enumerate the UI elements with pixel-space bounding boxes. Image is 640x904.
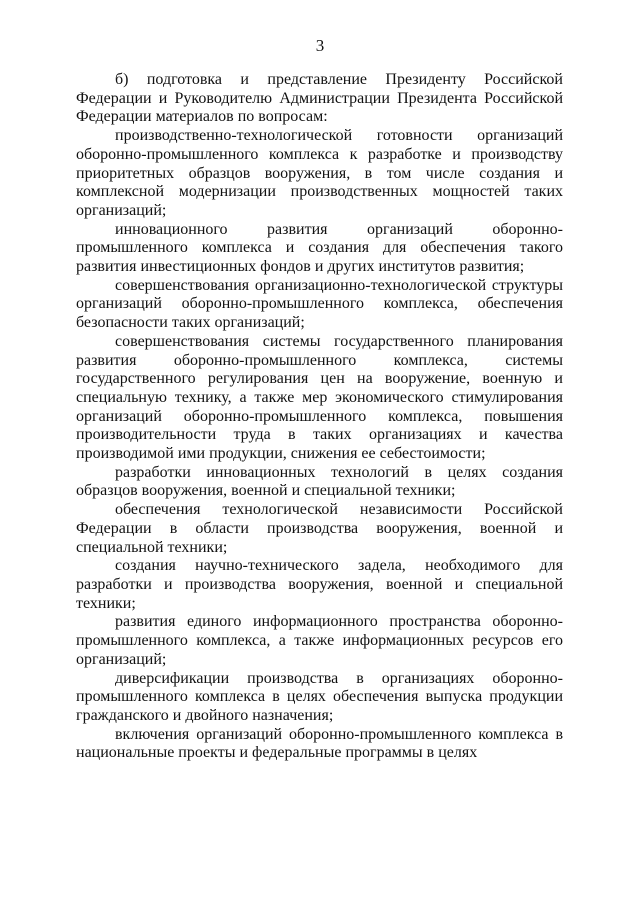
paragraph-scientific-groundwork: создания научно-технического задела, необходимого для разработки и производства вооружения, военной и специальной техники; xyxy=(76,557,563,612)
paragraph-technological-independence: обеспечения технологической независимости Российской Федерации в области производства вооружения, военной и специальной техники; xyxy=(76,501,563,556)
page-number: 3 xyxy=(315,36,325,55)
paragraph-production-readiness: производственно-технологической готовности организаций оборонно-промышленного комплекса к разработке и производству приоритетных образцов вооружения, в том числе создания и комплексной модернизации производственных мощностей таких организаций; xyxy=(76,127,563,219)
document-body xyxy=(76,71,563,763)
paragraph-state-planning: совершенствования системы государственного планирования развития оборонно-промышленного комплекса, системы государственного регулирования цен на вооружение, военную и специальную технику, а также мер экономического стимулирования организаций оборонно-промышленного комплекса, повышения производительности труда в таких организациях и качества производимой ими продукции, снижения ее себестоимости; xyxy=(76,332,563,463)
paragraph-innovative-technologies: разработки инновационных технологий в целях создания образцов вооружения, военной и специальной техники; xyxy=(76,463,563,500)
paragraph-diversification: диверсификации производства в организациях оборонно-промышленного комплекса в целях обеспечения выпуска продукции гражданского и двойного назначения; xyxy=(76,669,563,724)
paragraph-preparation-intro: б) подготовка и представление Президенту Российской Федерации и Руководителю Администрации Президента Российской Федерации материалов по вопросам: xyxy=(76,71,563,126)
paragraph-organizational-structure: совершенствования организационно-технологической структуры организаций оборонно-промышленного комплекса, обеспечения безопасности таких организаций; xyxy=(76,276,563,332)
paragraph-innovative-development: инновационного развития организаций оборонно-промышленного комплекса и создания для обеспечения такого развития инвестиционных фондов и других институтов развития; xyxy=(76,220,563,276)
paragraph-information-space: развития единого информационного пространства оборонно-промышленного комплекса, а также информационных ресурсов его организаций; xyxy=(76,613,563,668)
paragraph-national-projects: включения организаций оборонно-промышленного комплекса в национальные проекты и федеральные программы в целях xyxy=(76,725,563,762)
